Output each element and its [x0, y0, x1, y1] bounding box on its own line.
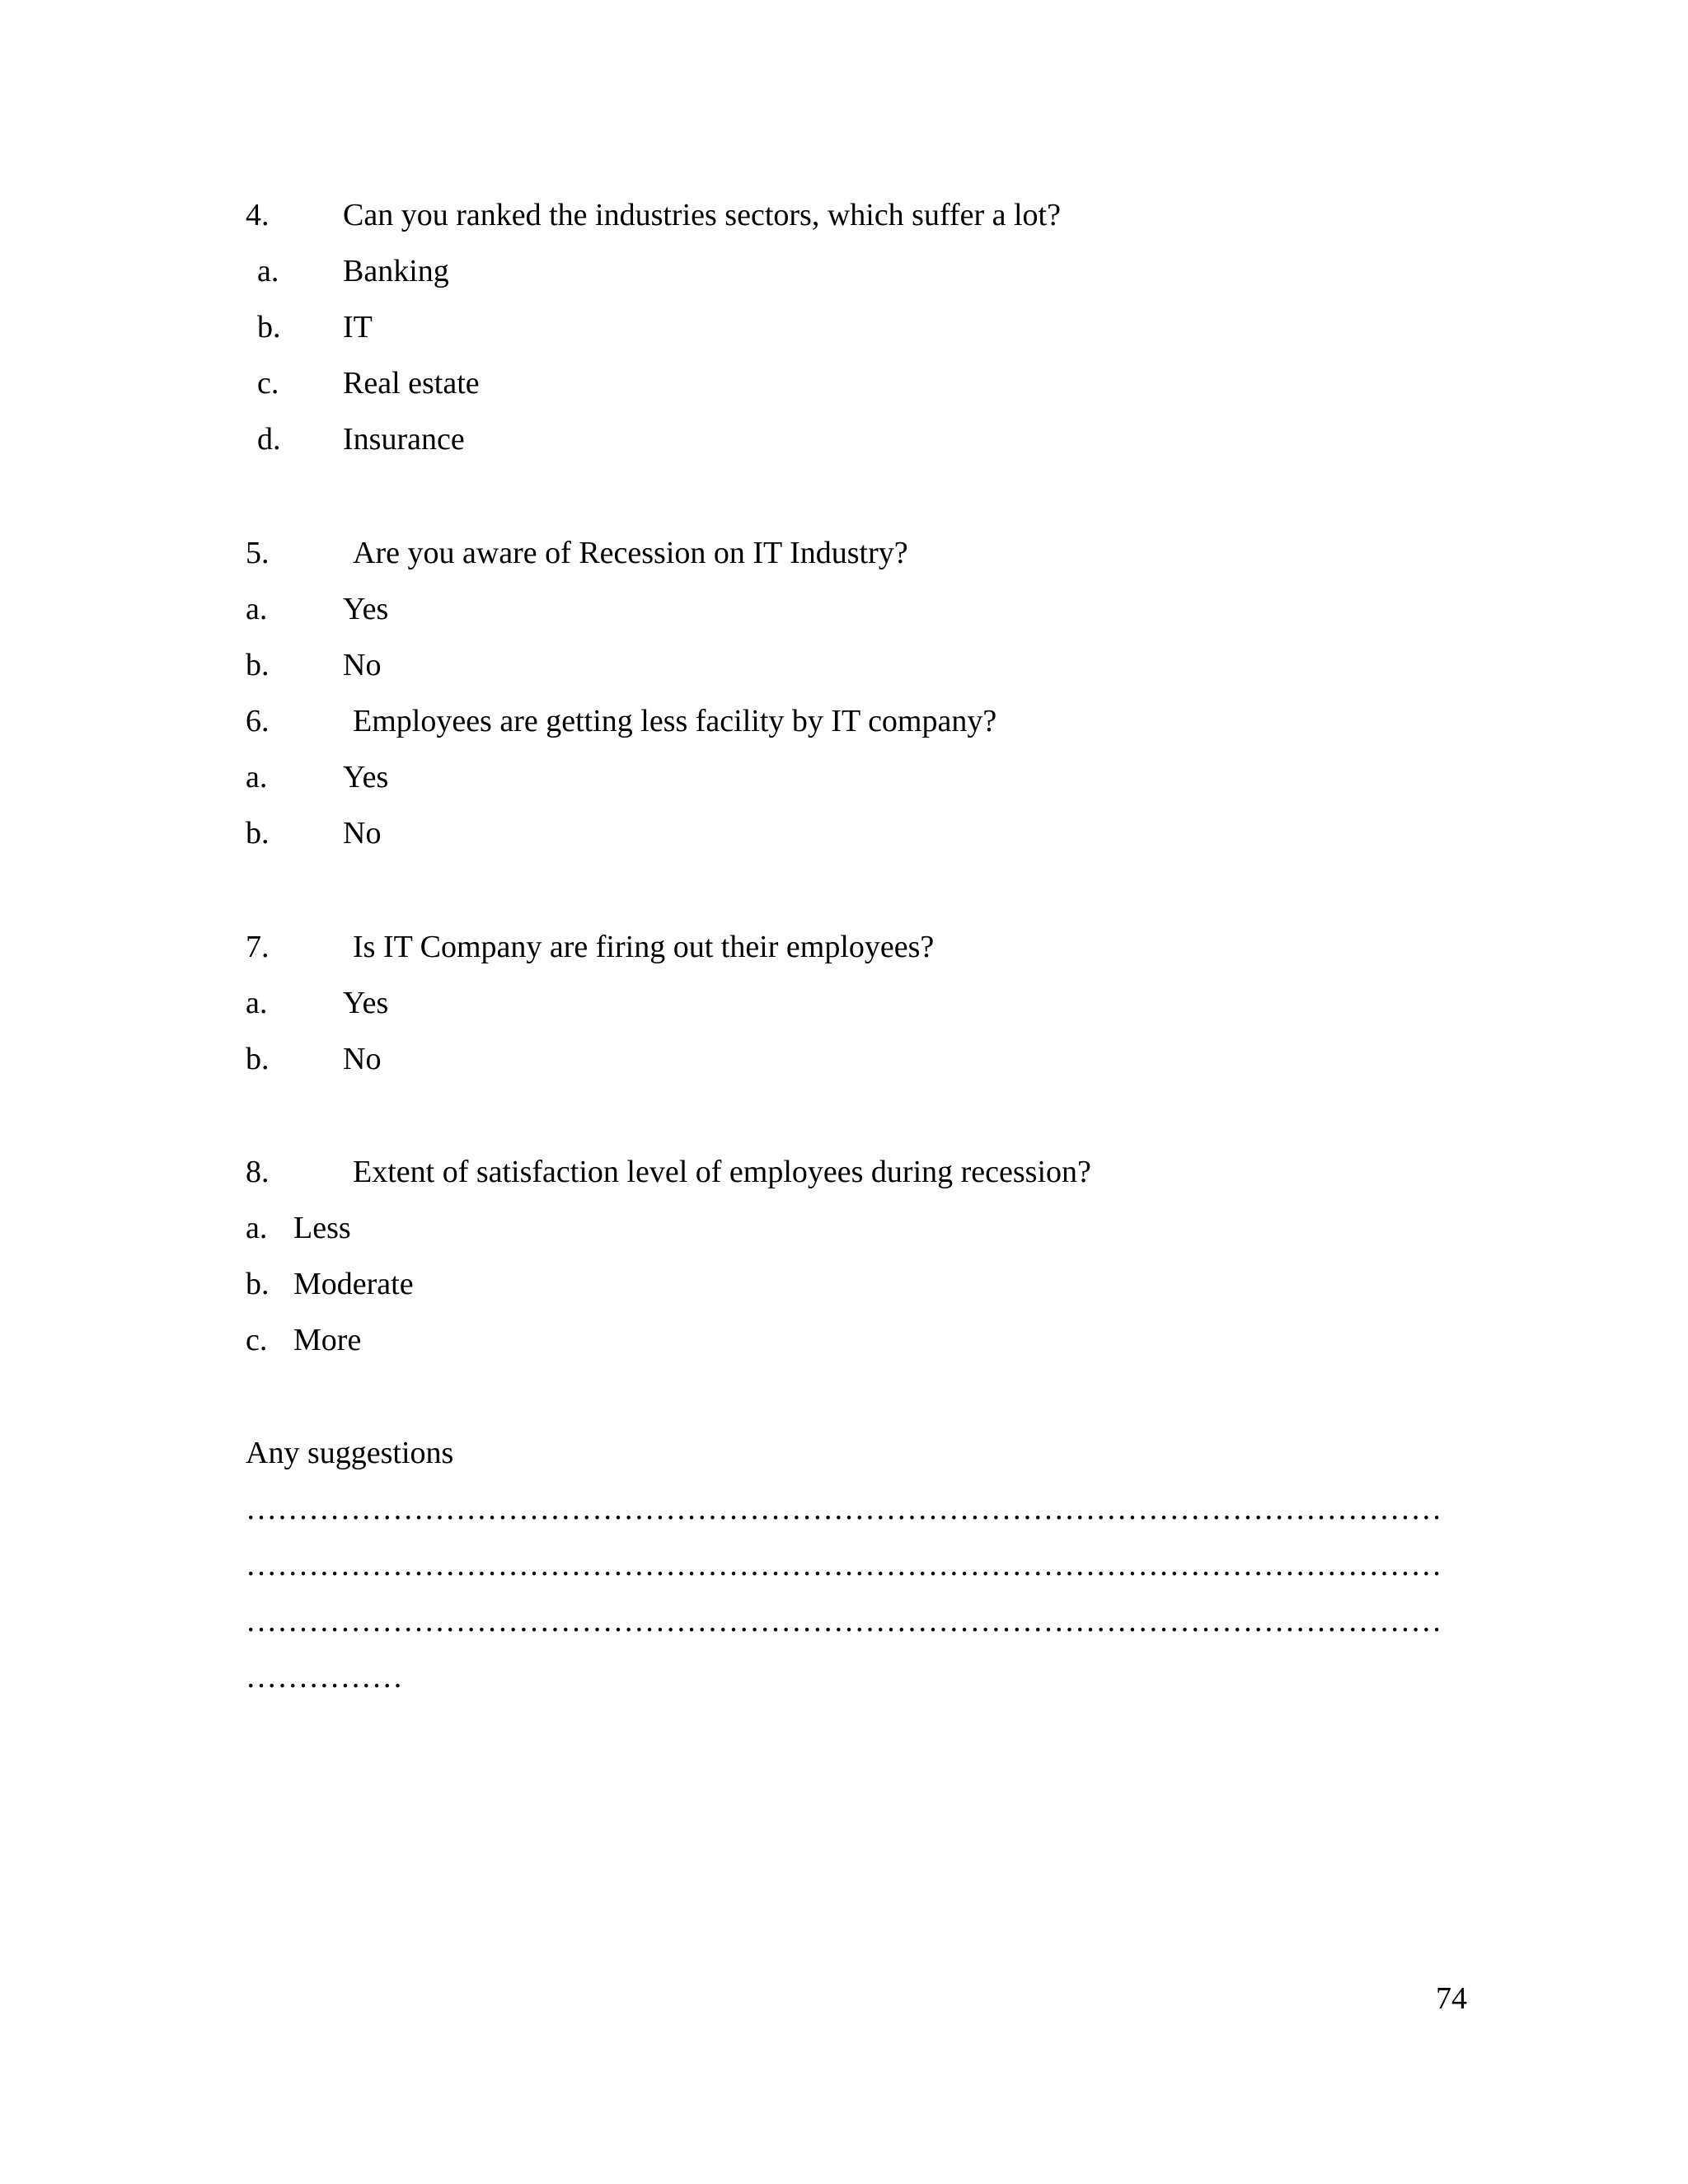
question-4-option-c-label: Real estate [343, 366, 480, 401]
question-4-number: 4. [246, 198, 270, 232]
question-6-text: Employees are getting less facility by IT company? [353, 704, 997, 738]
suggestions-line-1: …………………………………………………………………………………………………… [246, 1492, 1442, 1526]
question-4-option-b-label: IT [343, 310, 373, 344]
question-6-option-a-label: Yes [343, 760, 389, 794]
question-6-option-b-marker: b. [246, 816, 270, 851]
question-7-text: Is IT Company are firing out their employees? [353, 930, 935, 964]
question-4-option-a-marker: a. [257, 254, 279, 288]
question-6-number: 6. [246, 704, 270, 738]
question-8-number: 8. [246, 1155, 270, 1189]
question-8-option-a-label: Less [293, 1211, 351, 1245]
question-4-option-a-label: Banking [343, 254, 449, 288]
question-4-option-d-marker: d. [257, 422, 281, 457]
question-5-option-a-label: Yes [343, 592, 389, 626]
question-5-option-a-marker: a. [246, 592, 268, 626]
question-5-option-b-marker: b. [246, 648, 270, 682]
suggestions-line-4: …………… [246, 1660, 403, 1694]
question-4-option-c-marker: c. [257, 366, 279, 401]
question-6-option-a-marker: a. [246, 760, 268, 794]
suggestions-line-2: …………………………………………………………………………………………………… [246, 1548, 1442, 1582]
question-4-option-b-marker: b. [257, 310, 281, 344]
question-8-text: Extent of satisfaction level of employees during recession? [353, 1155, 1091, 1189]
question-7-option-a-label: Yes [343, 986, 389, 1020]
suggestions-label: Any suggestions [246, 1436, 454, 1470]
question-5-option-b-label: No [343, 648, 382, 682]
question-8-option-c-marker: c. [246, 1323, 268, 1357]
question-7-number: 7. [246, 930, 270, 964]
question-8-option-b-label: Moderate [293, 1267, 414, 1301]
question-6-option-b-label: No [343, 816, 382, 851]
question-4-text: Can you ranked the industries sectors, which suffer a lot? [343, 198, 1061, 232]
question-7-option-a-marker: a. [246, 986, 268, 1020]
page-number: 74 [1436, 1981, 1467, 2016]
question-8-option-a-marker: a. [246, 1211, 268, 1245]
question-7-option-b-marker: b. [246, 1042, 270, 1076]
question-4-option-d-label: Insurance [343, 422, 465, 457]
suggestions-line-3: …………………………………………………………………………………………………… [246, 1604, 1442, 1638]
question-5-number: 5. [246, 536, 270, 570]
question-7-option-b-label: No [343, 1042, 382, 1076]
question-5-text: Are you aware of Recession on IT Industry? [353, 536, 908, 570]
question-8-option-c-label: More [293, 1323, 362, 1357]
question-8-option-b-marker: b. [246, 1267, 270, 1301]
